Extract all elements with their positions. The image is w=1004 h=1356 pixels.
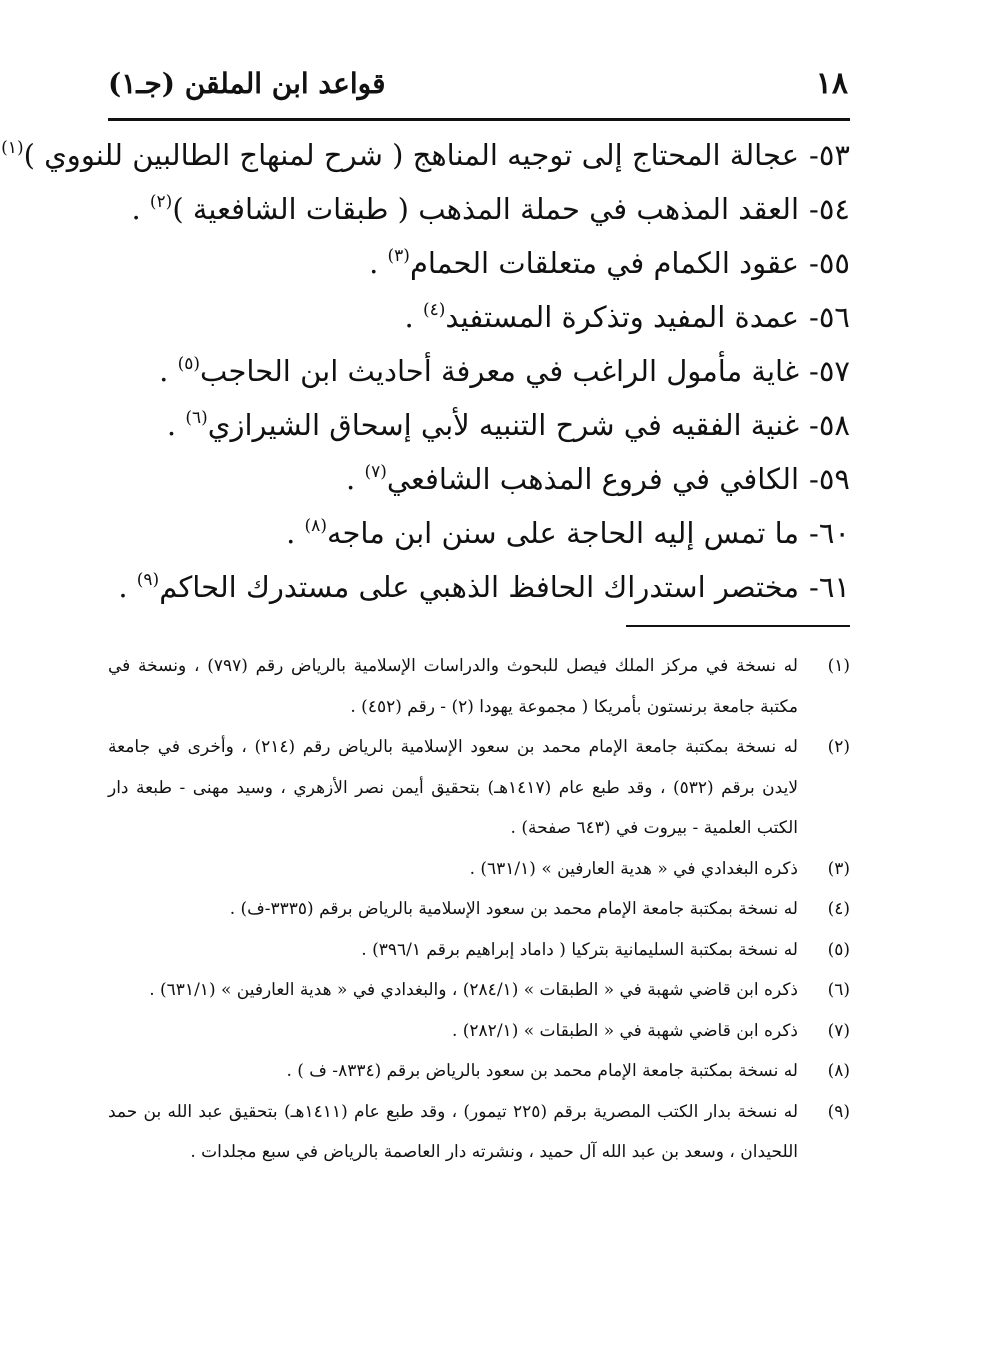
- item-title: عمدة المفيد وتذكرة المستفيد: [445, 300, 800, 334]
- footnote-number: (٣): [827, 858, 850, 879]
- item-number: ٥٥-: [809, 246, 850, 280]
- item-end: .: [131, 192, 150, 226]
- item-number: ٥٨-: [809, 408, 850, 442]
- item-number: ٥٤-: [809, 192, 850, 226]
- works-list: [1, 128, 850, 614]
- list-item: [108, 398, 850, 452]
- item-number: ٥٧-: [809, 354, 850, 388]
- item-title: عقود الكمام في متعلقات الحمام: [409, 246, 800, 280]
- footnote-ref: (٣): [387, 246, 410, 266]
- item-end: .: [369, 246, 388, 280]
- item-end: .: [346, 462, 365, 496]
- footnote-text: ذكره ابن قاضي شهبة في « الطبقات » (٢٨٢/١) .: [451, 1020, 798, 1041]
- page-number: ١٨: [815, 66, 848, 101]
- footnote-text: له نسخة في مركز الملك فيصل للبحوث والدراسات الإسلامية بالرياض رقم (٧٩٧) ، ونسخة في مكتبة جامعة برنستون بأمريكا ( مجموعة يهودا (٢) - رقم (٤٥٢) .: [108, 656, 798, 717]
- footnote-text: له نسخة بدار الكتب المصرية برقم (٢٢٥ تيمور) ، وقد طبع عام (١٤١١هـ) بتحقيق عبد الله بن حمد اللحيدان ، وسعد بن عبد الله آل حميد ، ونشرته دار العاصمة بالرياض في سبع مجلدات .: [108, 1101, 799, 1162]
- item-number: ٦١-: [809, 570, 850, 604]
- list-item: [108, 182, 850, 236]
- header-rule: [108, 118, 850, 121]
- footnote-separator: [626, 625, 850, 627]
- item-title: غنية الفقيه في شرح التنبيه لأبي إسحاق الشيرازي: [207, 408, 800, 442]
- footnote-ref: (١): [1, 138, 24, 158]
- item-number: ٥٣-: [809, 138, 850, 172]
- footnote: [108, 727, 850, 849]
- list-item: [108, 506, 850, 560]
- footnote-text: له نسخة بمكتبة جامعة الإمام محمد بن سعود الإسلامية بالرياض برقم (٣٣٣٥-ف) .: [229, 899, 798, 919]
- footnote-ref: (٦): [185, 408, 208, 428]
- footnote-ref: (٤): [422, 300, 446, 320]
- footnote-number: (٨): [827, 1061, 850, 1081]
- list-item: [108, 560, 850, 614]
- list-item: [108, 236, 850, 290]
- footnote: [108, 849, 850, 890]
- item-number: ٦٠-: [809, 516, 850, 550]
- item-end: .: [118, 570, 137, 604]
- footnote-text: ذكره البغدادي في « هدية العارفين » (٦٣١/١) .: [469, 858, 798, 879]
- item-end: .: [159, 354, 178, 388]
- item-title: ما تمس إليه الحاجة على سنن ابن ماجه: [326, 516, 800, 550]
- footnote-ref: (٩): [136, 570, 160, 590]
- footnote: [108, 889, 850, 930]
- footnote: [108, 970, 850, 1011]
- footnote-text: له نسخة بمكتبة جامعة الإمام محمد بن سعود بالرياض برقم (٨٣٣٤- ف ) .: [286, 1061, 798, 1081]
- footnote-number: (٢): [827, 737, 850, 757]
- item-end: .: [166, 408, 186, 442]
- item-number: ٥٩-: [809, 462, 850, 496]
- footnote-text: له نسخة بمكتبة السليمانية بتركيا ( داماد إبراهيم برقم ٣٩٦/١) .: [361, 939, 798, 960]
- running-title: قواعد ابن الملقن (جـ١): [108, 67, 386, 100]
- footnote-number: (٩): [827, 1101, 850, 1122]
- footnote-ref: (٥): [177, 354, 201, 374]
- footnote-number: (١): [827, 656, 850, 676]
- item-title: مختصر استدراك الحافظ الذهبي على مستدرك الحاكم: [159, 570, 800, 604]
- item-title: غاية مأمول الراغب في معرفة أحاديث ابن الحاجب: [200, 354, 800, 388]
- list-item: [108, 344, 850, 398]
- footnote-text: له نسخة بمكتبة جامعة الإمام محمد بن سعود الإسلامية بالرياض رقم (٢١٤) ، وأخرى في جامعة لايدن برقم (٥٣٢) ، وقد طبع عام (١٤١٧هـ) بتحقيق أيمن نصر الأزهري ، وسيد مهنى - طبعة دار الكتب العلمية - بيروت في (٦٤٣ صفحة) .: [108, 737, 799, 838]
- footnotes: [108, 646, 850, 1173]
- footnote: [108, 646, 850, 727]
- footnote-number: (٥): [827, 939, 850, 960]
- footnote-ref: (٨): [304, 516, 327, 536]
- footnote: [108, 1092, 850, 1173]
- footnote-ref: (٧): [364, 462, 387, 482]
- item-title: الكافي في فروع المذهب الشافعي: [386, 462, 800, 496]
- item-end: .: [286, 516, 305, 550]
- item-number: ٥٦-: [809, 300, 850, 334]
- footnote: [108, 930, 850, 971]
- footnote-number: (٦): [827, 980, 850, 1000]
- item-title: عجالة المحتاج إلى توجيه المناهج ( شرح لمنهاج الطالبين للنووي ): [23, 138, 800, 172]
- list-item: [108, 290, 850, 344]
- footnote-text: ذكره ابن قاضي شهبة في « الطبقات » (٢٨٤/١) ، والبغدادي في « هدية العارفين » (٦٣١/١) .: [149, 980, 798, 1000]
- footnote-number: (٧): [827, 1020, 850, 1041]
- footnote: [108, 1011, 850, 1052]
- footnote-number: (٤): [827, 899, 850, 919]
- footnote: [108, 1051, 850, 1092]
- list-item: [1, 128, 850, 182]
- page-header: [108, 62, 850, 112]
- footnote-ref: (٢): [149, 192, 173, 212]
- list-item: [108, 452, 850, 506]
- item-title: العقد المذهب في حملة المذهب ( طبقات الشافعية ): [172, 192, 800, 226]
- item-end: .: [404, 300, 423, 334]
